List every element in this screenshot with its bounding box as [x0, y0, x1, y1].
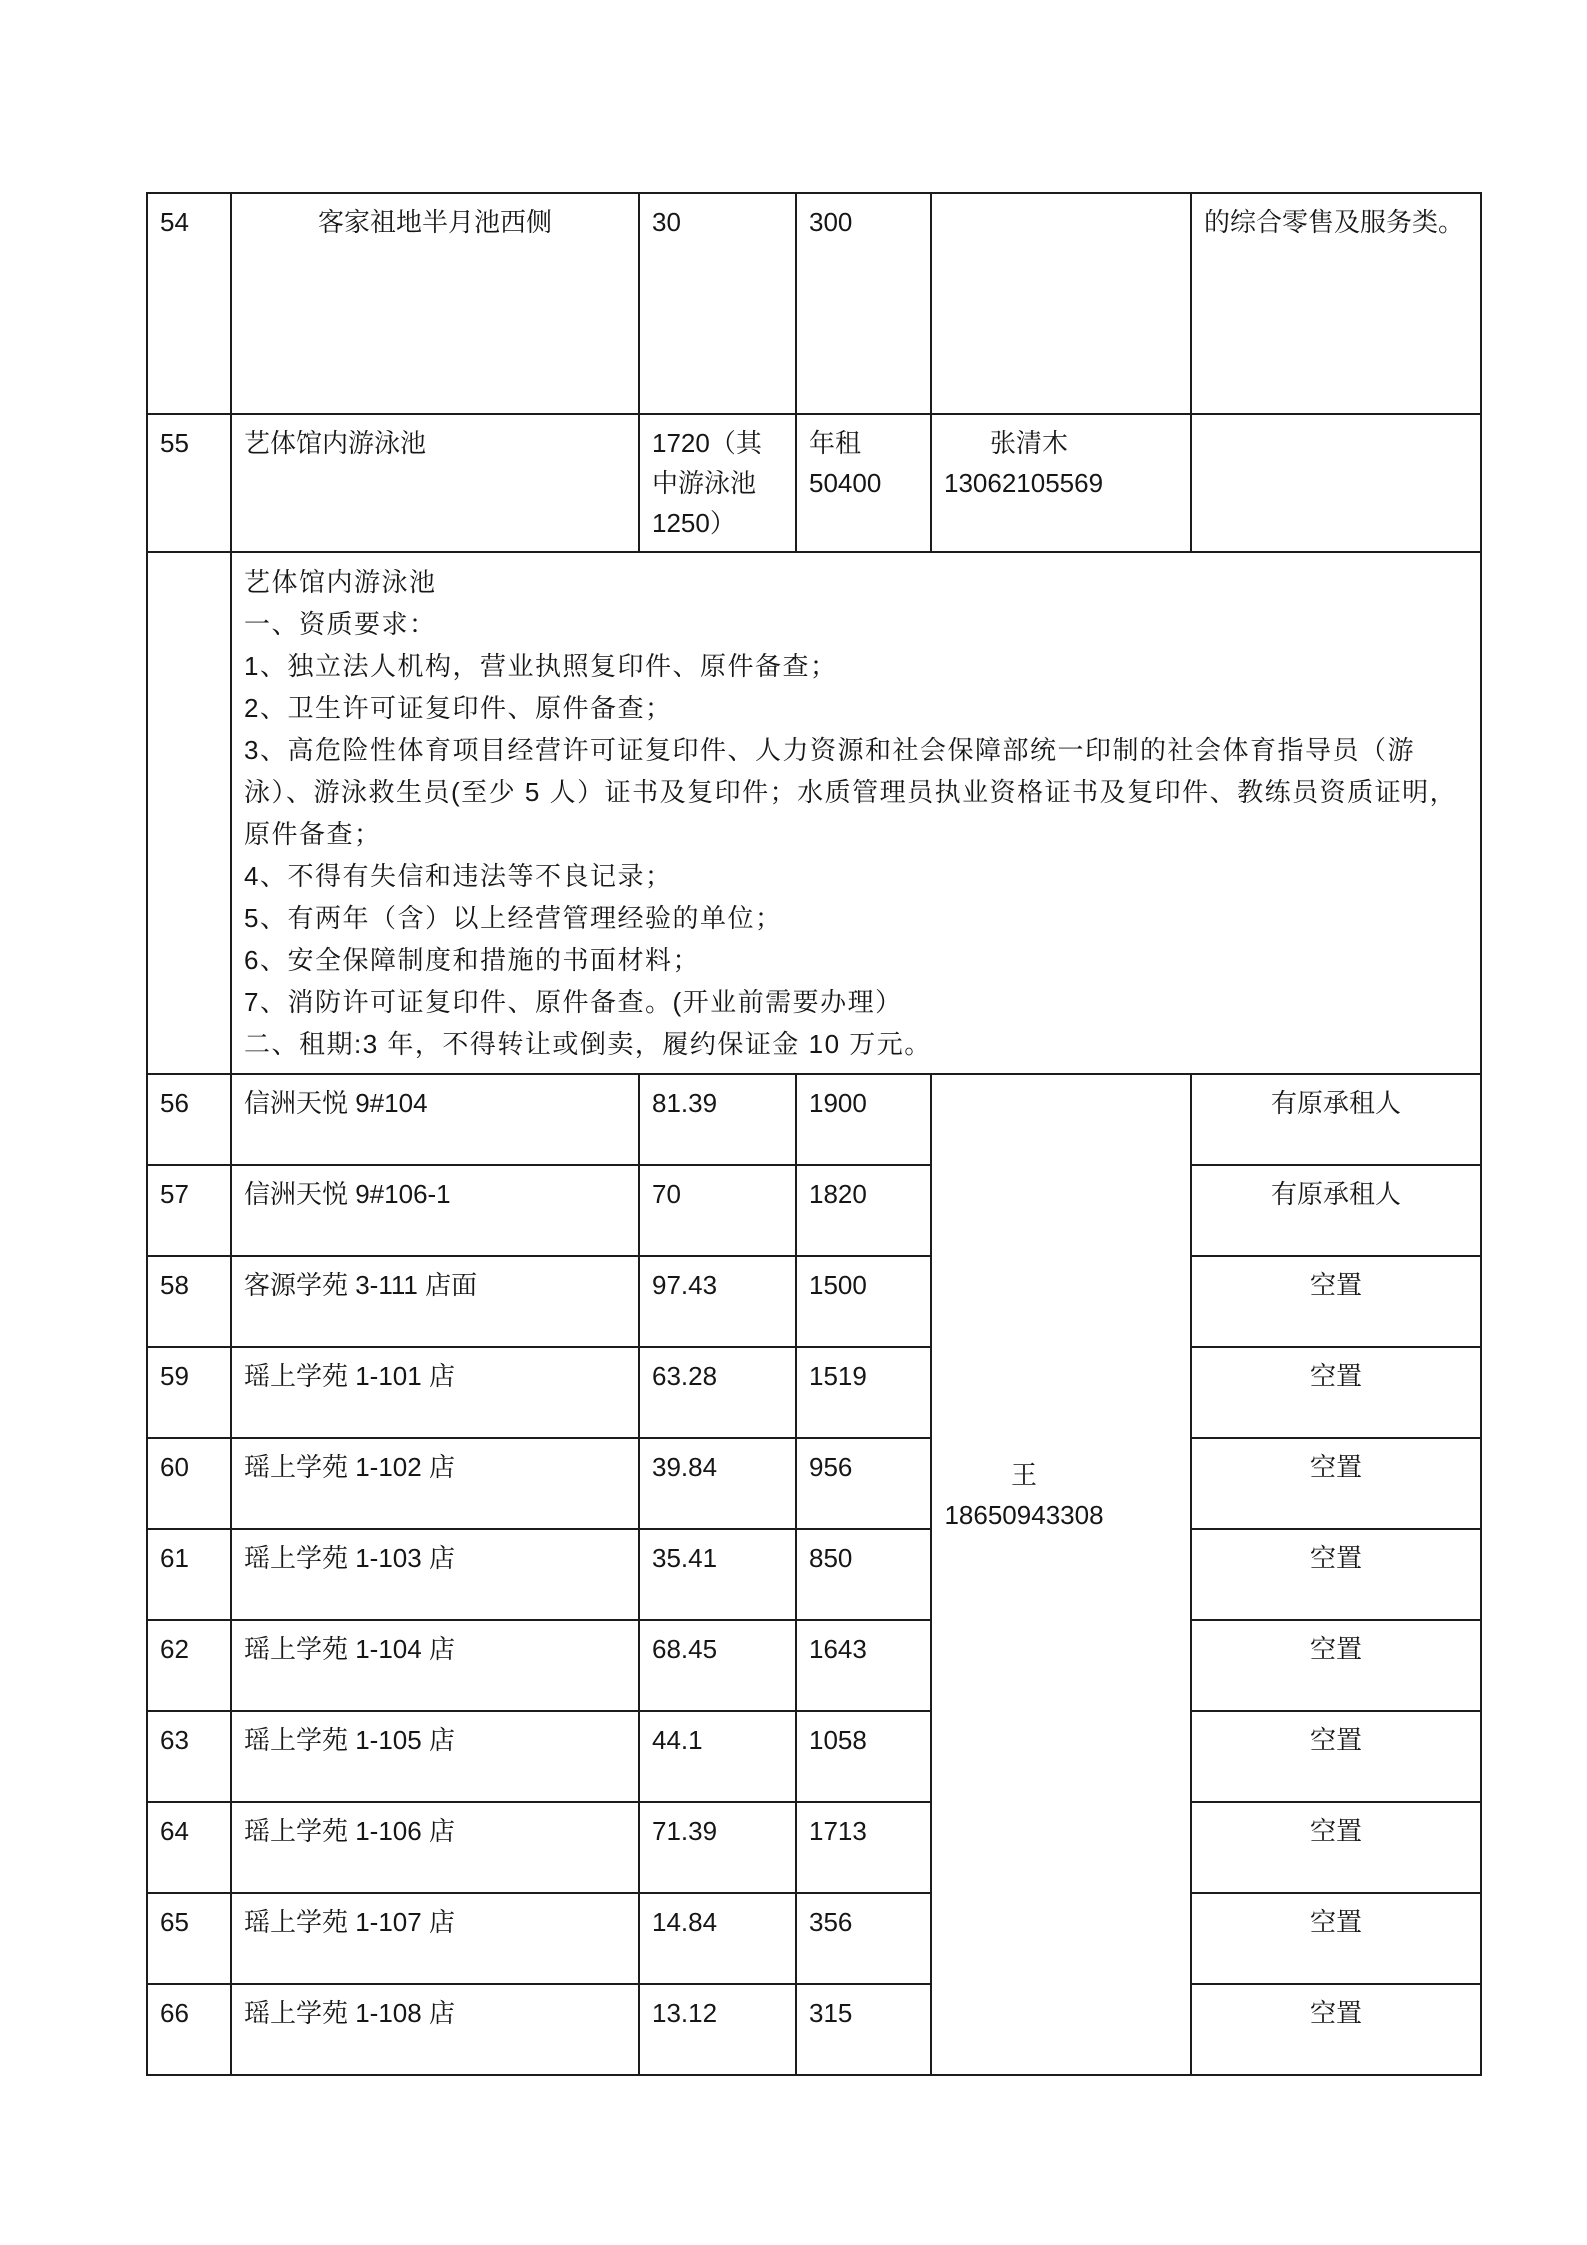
area-cell: 1720（其中游泳池 1250） [639, 414, 796, 552]
status-cell: 空置 [1191, 1620, 1481, 1711]
property-name-cell: 信洲天悦 9#104 [231, 1074, 639, 1165]
status-cell: 空置 [1191, 1711, 1481, 1802]
contact-phone: 13062105569 [944, 468, 1104, 498]
row-number-cell: 62 [147, 1620, 231, 1711]
table-row-63 [147, 1711, 1481, 1802]
area-cell: 63.28 [639, 1347, 796, 1438]
area-cell: 71.39 [639, 1802, 796, 1893]
rent-cell: 956 [796, 1438, 931, 1529]
property-name-cell: 瑶上学苑 1-105 店 [231, 1711, 639, 1802]
remark-cell: 的综合零售及服务类。 [1191, 193, 1481, 414]
row-number-cell [147, 552, 231, 1074]
property-name-cell: 信洲天悦 9#106-1 [231, 1165, 639, 1256]
area-cell: 35.41 [639, 1529, 796, 1620]
property-name-cell: 瑶上学苑 1-106 店 [231, 1802, 639, 1893]
rent-cell: 1058 [796, 1711, 931, 1802]
status-cell: 有原承租人 [1191, 1074, 1481, 1165]
area-cell: 30 [639, 193, 796, 414]
status-cell: 空置 [1191, 1438, 1481, 1529]
table-row-54 [147, 193, 1481, 414]
row-number-cell: 60 [147, 1438, 231, 1529]
property-name-cell: 瑶上学苑 1-108 店 [231, 1984, 639, 2075]
rent-cell: 1820 [796, 1165, 931, 1256]
table-row-62 [147, 1620, 1481, 1711]
rent-cell: 300 [796, 193, 931, 414]
row-number-cell: 59 [147, 1347, 231, 1438]
shared-contact-cell [931, 1074, 1191, 2075]
remark-cell [1191, 414, 1481, 552]
table-row-66 [147, 1984, 1481, 2075]
status-cell: 空置 [1191, 1802, 1481, 1893]
row-number-cell: 65 [147, 1893, 231, 1984]
requirement-line: 6、安全保障制度和措施的书面材料； [244, 945, 700, 975]
contact-cell [931, 193, 1191, 414]
area-cell: 14.84 [639, 1893, 796, 1984]
requirement-line: 4、不得有失信和违法等不良记录； [244, 861, 673, 891]
rent-cell: 356 [796, 1893, 931, 1984]
row-number-cell: 61 [147, 1529, 231, 1620]
table-row-58 [147, 1256, 1481, 1347]
shared-contact-block [944, 1455, 1104, 1535]
row-number-cell: 63 [147, 1711, 231, 1802]
area-cell: 97.43 [639, 1256, 796, 1347]
status-cell: 空置 [1191, 1984, 1481, 2075]
property-name-cell: 艺体馆内游泳池 [231, 414, 639, 552]
property-name-cell: 瑶上学苑 1-102 店 [231, 1438, 639, 1529]
rent-cell: 1519 [796, 1347, 931, 1438]
requirement-line: 二、租期:3 年，不得转让或倒卖，履约保证金 10 万元。 [244, 1029, 932, 1059]
requirement-line: 5、有两年（含）以上经营管理经验的单位； [244, 903, 783, 933]
contact-name: 张清木 [989, 428, 1068, 458]
table-row-61 [147, 1529, 1481, 1620]
row-number-cell: 57 [147, 1165, 231, 1256]
status-cell: 有原承租人 [1191, 1165, 1481, 1256]
requirement-line: 2、卫生许可证复印件、原件备查； [244, 693, 673, 723]
area-cell: 13.12 [639, 1984, 796, 2075]
row-number-cell: 58 [147, 1256, 231, 1347]
property-name-cell: 瑶上学苑 1-104 店 [231, 1620, 639, 1711]
table-row-59 [147, 1347, 1481, 1438]
contact-phone: 18650943308 [944, 1500, 1104, 1530]
row-number-cell: 66 [147, 1984, 231, 2075]
row-number-cell: 55 [147, 414, 231, 552]
status-cell: 空置 [1191, 1256, 1481, 1347]
table-row-65 [147, 1893, 1481, 1984]
area-cell: 39.84 [639, 1438, 796, 1529]
area-cell: 44.1 [639, 1711, 796, 1802]
rent-cell: 315 [796, 1984, 931, 2075]
requirements-text [244, 561, 1468, 1065]
requirement-line: 艺体馆内游泳池 [244, 567, 437, 597]
property-name-cell: 客家祖地半月池西侧 [231, 193, 639, 414]
table-row-57 [147, 1165, 1481, 1256]
rent-cell: 1900 [796, 1074, 931, 1165]
status-cell: 空置 [1191, 1893, 1481, 1984]
rental-listings-table [146, 192, 1482, 2076]
rent-cell: 1713 [796, 1802, 931, 1893]
property-name-cell: 瑶上学苑 1-107 店 [231, 1893, 639, 1984]
rent-cell: 年租 50400 [796, 414, 931, 552]
contact-name: 王 [1010, 1460, 1037, 1490]
rent-cell: 850 [796, 1529, 931, 1620]
property-name-cell: 瑶上学苑 1-103 店 [231, 1529, 639, 1620]
area-cell: 70 [639, 1165, 796, 1256]
table-row-56 [147, 1074, 1481, 1165]
requirement-line: 7、消防许可证复印件、原件备查。(开业前需要办理） [244, 987, 903, 1017]
rent-cell: 1643 [796, 1620, 931, 1711]
requirements-row [147, 552, 1481, 1074]
requirement-line: 3、高危险性体育项目经营许可证复印件、人力资源和社会保障部统一印制的社会体育指导员（游泳）、游泳救生员(至少 5 人）证书及复印件；水质管理员执业资格证书及复印件、教练员资质证明，原件备查； [244, 735, 1458, 849]
area-cell: 68.45 [639, 1620, 796, 1711]
area-cell: 81.39 [639, 1074, 796, 1165]
table-row-60 [147, 1438, 1481, 1529]
table-row-64 [147, 1802, 1481, 1893]
status-cell: 空置 [1191, 1529, 1481, 1620]
status-cell: 空置 [1191, 1347, 1481, 1438]
requirements-cell [231, 552, 1481, 1074]
property-name-cell: 瑶上学苑 1-101 店 [231, 1347, 639, 1438]
rent-cell: 1500 [796, 1256, 931, 1347]
row-number-cell: 56 [147, 1074, 231, 1165]
requirement-line: 一、资质要求： [244, 609, 437, 639]
property-name-cell: 客源学苑 3-111 店面 [231, 1256, 639, 1347]
contact-cell [931, 414, 1191, 552]
row-number-cell: 54 [147, 193, 231, 414]
table-row-55 [147, 414, 1481, 552]
row-number-cell: 64 [147, 1802, 231, 1893]
requirement-line: 1、独立法人机构，营业执照复印件、原件备查； [244, 651, 838, 681]
